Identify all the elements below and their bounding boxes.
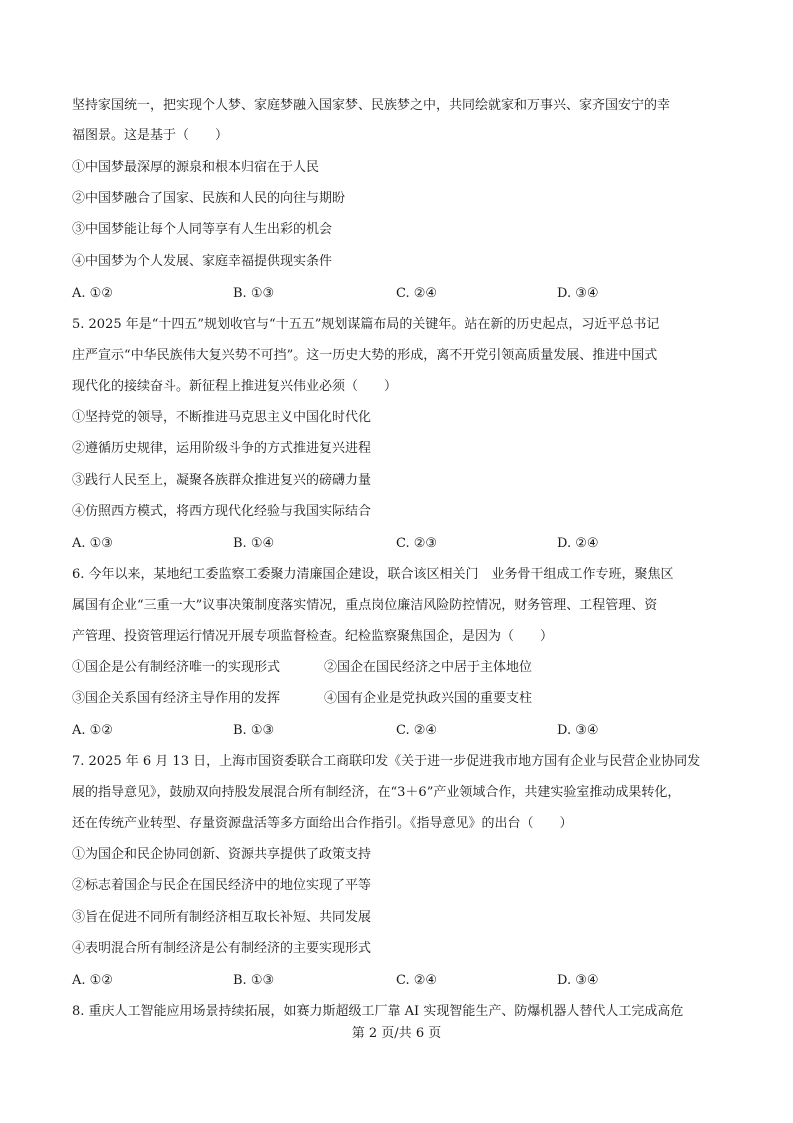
q6-option-c[interactable]: C. ②④	[396, 723, 438, 738]
q7-stem-line-3: 还在传统产业转型、存量资源盘活等多方面给出合作指引。《指导意见》的出台（ ）	[72, 816, 573, 831]
q4-option-d[interactable]: D. ③④	[557, 286, 599, 301]
q5-statement-1: ①坚持党的领导，不断推进马克思主义中国化时代化	[72, 410, 372, 425]
page-number: 第 2 页/共 6 页	[351, 1026, 442, 1041]
q6-statement-4: ④国有企业是党执政兴国的重要支柱	[324, 691, 533, 706]
q4-statement-2: ②中国梦融合了国家、民族和人民的向往与期盼	[72, 191, 346, 206]
q4-statement-1: ①中国梦最深厚的源泉和根本归宿在于人民	[72, 160, 320, 175]
q8-stem-line-1: 8. 重庆人工智能应用场景持续拓展，如赛力斯超级工厂靠 AI 实现智能生产、防爆机器人替代人工完成高危	[72, 1004, 684, 1019]
q6-stem-line-1: 6. 今年以来，某地纪工委监察工委聚力清廉国企建设，联合该区相关门 业务骨干组成工作专班，聚焦区	[72, 567, 674, 582]
q7-option-d[interactable]: D. ③④	[557, 973, 599, 988]
q7-option-c[interactable]: C. ②④	[396, 973, 438, 988]
q6-stem-line-2: 属国有企业“三重一大”议事决策制度落实情况，重点岗位廉洁风险防控情况，财务管理、工程管理、资	[72, 598, 658, 613]
q7-statement-3: ③旨在促进不同所有制经济相互取长补短、共同发展	[72, 910, 372, 925]
q5-statement-2: ②遵循历史规律，运用阶级斗争的方式推进复兴进程	[72, 441, 372, 456]
q5-option-c[interactable]: C. ②③	[396, 536, 438, 551]
q5-option-a[interactable]: A. ①③	[72, 536, 113, 551]
q5-statement-4: ④仿照西方模式，将西方现代化经验与我国实际结合	[72, 504, 372, 519]
q4-stem-line-2: 福图景。这是基于（ ）	[72, 128, 229, 143]
q5-option-d[interactable]: D. ②④	[557, 536, 599, 551]
q5-stem-line-3: 现代化的接续奋斗。新征程上推进复兴伟业必须（ ）	[72, 379, 398, 394]
q5-stem-line-1: 5. 2025 年是“十四五”规划收官与“十五五”规划谋篇布局的关键年。站在新的历史起点，习近平总书记	[72, 317, 660, 332]
q5-statement-3: ③践行人民至上，凝聚各族群众推进复兴的磅礴力量	[72, 473, 372, 488]
q6-statement-3: ③国企关系国有经济主导作用的发挥	[72, 691, 281, 706]
q4-option-c[interactable]: C. ②④	[396, 286, 438, 301]
q4-statement-4: ④中国梦为个人发展、家庭幸福提供现实条件	[72, 254, 333, 269]
q4-option-b[interactable]: B. ①③	[233, 286, 275, 301]
q6-statement-1: ①国企是公有制经济唯一的实现形式	[72, 660, 281, 675]
q6-stem-line-3: 产管理、投资管理运行情况开展专项监督检查。纪检监察聚焦国企，是因为（ ）	[72, 629, 554, 644]
q6-option-b[interactable]: B. ①③	[233, 723, 275, 738]
q7-option-a[interactable]: A. ①②	[72, 973, 113, 988]
q5-stem-line-2: 庄严宣示“中华民族伟大复兴势不可挡”。这一历史大势的形成，离不开党引领高质量发展、推进中国式	[72, 348, 658, 363]
q7-stem-line-1: 7. 2025 年 6 月 13 日，上海市国资委联合工商联印发《关于进一步促进我市地方国有企业与民营企业协同发	[72, 754, 701, 769]
q7-option-b[interactable]: B. ①③	[233, 973, 275, 988]
q7-statement-2: ②标志着国企与民企在国民经济中的地位实现了平等	[72, 878, 372, 893]
q7-statement-4: ④表明混合所有制经济是公有制经济的主要实现形式	[72, 941, 372, 956]
q6-option-a[interactable]: A. ①②	[72, 723, 113, 738]
q4-statement-3: ③中国梦能让每个人同等享有人生出彩的机会	[72, 222, 333, 237]
q5-option-b[interactable]: B. ①④	[233, 536, 275, 551]
q4-stem-line-1: 坚持家国统一，把实现个人梦、家庭梦融入国家梦、民族梦之中，共同绘就家和万事兴、家齐国安宁的幸	[72, 98, 671, 113]
q7-statement-1: ①为国企和民企协同创新、资源共享提供了政策支持	[72, 847, 372, 862]
q6-statement-2: ②国企在国民经济之中居于主体地位	[324, 660, 533, 675]
q7-stem-line-2: 展的指导意见》，鼓励双向持股发展混合所有制经济，在“3＋6”产业领域合作，共建实验室推动成果转化，	[72, 785, 681, 800]
q6-option-d[interactable]: D. ③④	[557, 723, 599, 738]
q4-option-a[interactable]: A. ①②	[72, 286, 113, 301]
